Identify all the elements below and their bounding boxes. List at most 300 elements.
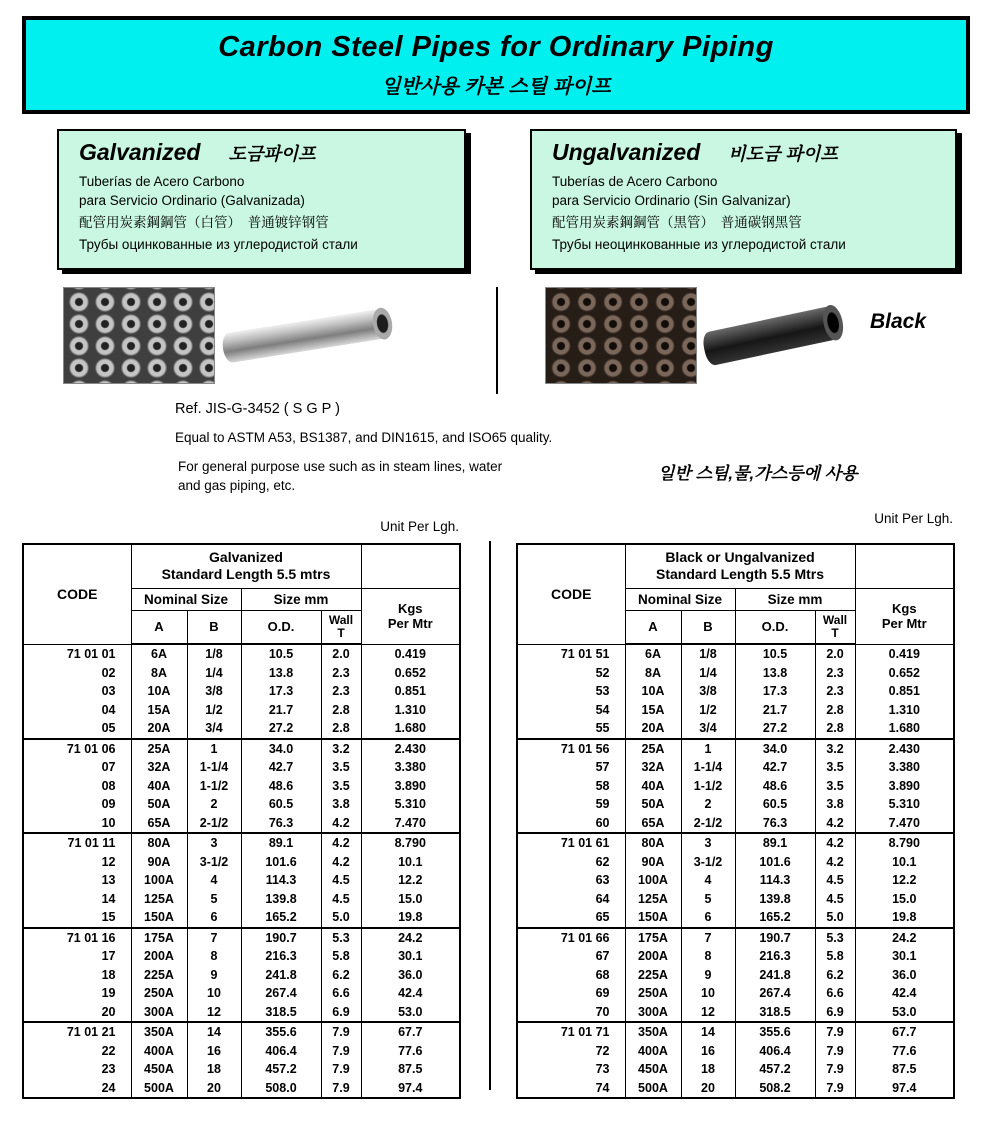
kgs-per-mtr-cell: 10.1 xyxy=(361,853,460,872)
outer-diameter-cell: 508.0 xyxy=(241,1079,321,1099)
kgs-per-mtr-cell: 1.310 xyxy=(361,701,460,720)
nominal-size-b-cell: 2-1/2 xyxy=(187,814,241,834)
wall-thickness-cell: 3.8 xyxy=(321,795,361,814)
nominal-size-b-cell: 2-1/2 xyxy=(681,814,735,834)
nominal-size-b-cell: 3-1/2 xyxy=(681,853,735,872)
outer-diameter-cell: 508.2 xyxy=(735,1079,815,1099)
col-wall-header xyxy=(321,610,361,644)
outer-diameter-cell: 21.7 xyxy=(241,701,321,720)
wall-thickness-cell: 6.2 xyxy=(815,966,855,985)
table-row xyxy=(517,701,954,720)
wall-thickness-cell: 2.8 xyxy=(321,719,361,739)
code-cell: 54 xyxy=(517,701,625,720)
nominal-size-b-cell: 1 xyxy=(187,739,241,759)
kgs-header-line1: Kgs xyxy=(892,601,917,616)
nominal-size-b-cell: 1-1/2 xyxy=(681,777,735,796)
outer-diameter-cell: 101.6 xyxy=(241,853,321,872)
nominal-size-a-cell: 250A xyxy=(625,984,681,1003)
nominal-size-b-cell: 14 xyxy=(681,1022,735,1042)
outer-diameter-cell: 139.8 xyxy=(241,890,321,909)
nominal-size-header: Nominal Size xyxy=(625,588,735,610)
table-row xyxy=(23,984,460,1003)
nominal-size-a-cell: 450A xyxy=(625,1060,681,1079)
outer-diameter-cell: 13.8 xyxy=(735,664,815,683)
photo-divider-line xyxy=(496,287,498,394)
wall-thickness-cell: 5.3 xyxy=(815,928,855,948)
code-cell: 55 xyxy=(517,719,625,739)
outer-diameter-cell: 42.7 xyxy=(241,758,321,777)
kgs-per-mtr-cell: 19.8 xyxy=(361,908,460,928)
title-banner xyxy=(22,16,970,114)
kgs-per-mtr-cell: 53.0 xyxy=(361,1003,460,1023)
size-mm-header: Size mm xyxy=(735,588,855,610)
outer-diameter-cell: 165.2 xyxy=(241,908,321,928)
kgs-per-mtr-cell: 2.430 xyxy=(855,739,954,759)
wall-thickness-cell: 3.2 xyxy=(815,739,855,759)
table-row xyxy=(23,644,460,664)
wall-thickness-cell: 2.0 xyxy=(321,644,361,664)
outer-diameter-cell: 60.5 xyxy=(735,795,815,814)
nominal-size-a-cell: 10A xyxy=(625,682,681,701)
wall-header-line2: T xyxy=(831,625,839,640)
kgs-per-mtr-cell: 36.0 xyxy=(361,966,460,985)
wall-thickness-cell: 2.3 xyxy=(815,664,855,683)
outer-diameter-cell: 10.5 xyxy=(735,644,815,664)
code-cell: 19 xyxy=(23,984,131,1003)
wall-thickness-cell: 2.3 xyxy=(321,682,361,701)
kgs-per-mtr-cell: 30.1 xyxy=(361,947,460,966)
kgs-per-mtr-cell: 2.430 xyxy=(361,739,460,759)
kgs-per-mtr-cell: 77.6 xyxy=(361,1042,460,1061)
outer-diameter-cell: 267.4 xyxy=(241,984,321,1003)
nominal-size-b-cell: 14 xyxy=(187,1022,241,1042)
nominal-size-b-cell: 1-1/4 xyxy=(187,758,241,777)
code-cell: 18 xyxy=(23,966,131,985)
wall-thickness-cell: 2.8 xyxy=(321,701,361,720)
outer-diameter-cell: 406.4 xyxy=(735,1042,815,1061)
nominal-size-a-cell: 500A xyxy=(625,1079,681,1099)
nominal-size-b-cell: 6 xyxy=(187,908,241,928)
nominal-size-a-cell: 350A xyxy=(625,1022,681,1042)
nominal-size-b-cell: 1/4 xyxy=(187,664,241,683)
kgs-per-mtr-cell: 53.0 xyxy=(855,1003,954,1023)
nominal-size-a-cell: 8A xyxy=(625,664,681,683)
outer-diameter-cell: 190.7 xyxy=(241,928,321,948)
code-cell: 63 xyxy=(517,871,625,890)
nominal-size-b-cell: 10 xyxy=(681,984,735,1003)
outer-diameter-cell: 267.4 xyxy=(735,984,815,1003)
kgs-per-mtr-cell: 8.790 xyxy=(361,833,460,853)
nominal-size-b-cell: 3 xyxy=(187,833,241,853)
nominal-size-b-cell: 4 xyxy=(187,871,241,890)
nominal-size-a-cell: 500A xyxy=(131,1079,187,1099)
nominal-size-a-cell: 8A xyxy=(131,664,187,683)
wall-thickness-cell: 7.9 xyxy=(321,1042,361,1061)
nominal-size-a-cell: 100A xyxy=(131,871,187,890)
outer-diameter-cell: 60.5 xyxy=(241,795,321,814)
table-row xyxy=(23,758,460,777)
code-cell: 71 01 66 xyxy=(517,928,625,948)
ungalvanized-desc-russian: Трубы неоцинкованные из углеродистой стали xyxy=(552,237,846,252)
outer-diameter-cell: 34.0 xyxy=(735,739,815,759)
nominal-size-a-cell: 65A xyxy=(625,814,681,834)
nominal-size-a-cell: 15A xyxy=(131,701,187,720)
outer-diameter-cell: 190.7 xyxy=(735,928,815,948)
wall-thickness-cell: 6.9 xyxy=(321,1003,361,1023)
kgs-per-mtr-cell: 8.790 xyxy=(855,833,954,853)
table-row xyxy=(23,814,460,834)
wall-thickness-cell: 3.2 xyxy=(321,739,361,759)
code-cell: 71 01 71 xyxy=(517,1022,625,1042)
nominal-size-b-cell: 3/8 xyxy=(681,682,735,701)
nominal-size-a-cell: 6A xyxy=(131,644,187,664)
wall-thickness-cell: 2.3 xyxy=(815,682,855,701)
outer-diameter-cell: 48.6 xyxy=(241,777,321,796)
outer-diameter-cell: 216.3 xyxy=(735,947,815,966)
outer-diameter-cell: 27.2 xyxy=(241,719,321,739)
black-pipe-shaft xyxy=(701,305,840,366)
equivalent-standards: Equal to ASTM A53, BS1387, and DIN1615, and ISO65 quality. xyxy=(175,430,553,445)
wall-thickness-cell: 6.6 xyxy=(815,984,855,1003)
kgs-per-mtr-cell: 24.2 xyxy=(361,928,460,948)
table-row xyxy=(517,853,954,872)
code-cell: 22 xyxy=(23,1042,131,1061)
galvanized-table-title-line2: Standard Length 5.5 mtrs xyxy=(161,566,331,583)
kgs-per-mtr-cell: 5.310 xyxy=(855,795,954,814)
kgs-per-mtr-cell: 67.7 xyxy=(855,1022,954,1042)
kgs-per-mtr-cell: 1.310 xyxy=(855,701,954,720)
table-row xyxy=(23,682,460,701)
table-row xyxy=(517,984,954,1003)
outer-diameter-cell: 13.8 xyxy=(241,664,321,683)
kgs-per-mtr-cell: 87.5 xyxy=(855,1060,954,1079)
wall-thickness-cell: 4.2 xyxy=(321,853,361,872)
nominal-size-a-cell: 200A xyxy=(625,947,681,966)
code-column-header: CODE xyxy=(517,544,625,644)
nominal-size-header: Nominal Size xyxy=(131,588,241,610)
code-cell: 71 01 21 xyxy=(23,1022,131,1042)
code-cell: 64 xyxy=(517,890,625,909)
kgs-per-mtr-cell: 0.652 xyxy=(855,664,954,683)
wall-thickness-cell: 2.8 xyxy=(815,701,855,720)
table-row xyxy=(517,664,954,683)
outer-diameter-cell: 76.3 xyxy=(735,814,815,834)
table-row xyxy=(23,664,460,683)
nominal-size-b-cell: 7 xyxy=(681,928,735,948)
table-row xyxy=(23,739,460,759)
table-row xyxy=(517,739,954,759)
outer-diameter-cell: 457.2 xyxy=(735,1060,815,1079)
nominal-size-a-cell: 25A xyxy=(131,739,187,759)
purpose-note-line2: and gas piping, etc. xyxy=(178,478,296,493)
kgs-per-mtr-cell: 3.380 xyxy=(855,758,954,777)
code-cell: 60 xyxy=(517,814,625,834)
wall-thickness-cell: 6.2 xyxy=(321,966,361,985)
outer-diameter-cell: 48.6 xyxy=(735,777,815,796)
nominal-size-a-cell: 125A xyxy=(625,890,681,909)
nominal-size-a-cell: 100A xyxy=(625,871,681,890)
col-od-header: O.D. xyxy=(735,610,815,644)
code-cell: 71 01 11 xyxy=(23,833,131,853)
outer-diameter-cell: 457.2 xyxy=(241,1060,321,1079)
black-table-body xyxy=(517,644,954,1098)
nominal-size-a-cell: 450A xyxy=(131,1060,187,1079)
code-column-header: CODE xyxy=(23,544,131,644)
wall-thickness-cell: 4.2 xyxy=(815,814,855,834)
nominal-size-b-cell: 1/2 xyxy=(187,701,241,720)
code-cell: 73 xyxy=(517,1060,625,1079)
kgs-per-mtr-cell: 0.851 xyxy=(361,682,460,701)
col-a-header: A xyxy=(131,610,187,644)
nominal-size-a-cell: 90A xyxy=(131,853,187,872)
code-cell: 71 01 51 xyxy=(517,644,625,664)
outer-diameter-cell: 89.1 xyxy=(241,833,321,853)
wall-thickness-cell: 5.0 xyxy=(815,908,855,928)
wall-header-line2: T xyxy=(337,625,345,640)
outer-diameter-cell: 42.7 xyxy=(735,758,815,777)
nominal-size-a-cell: 80A xyxy=(131,833,187,853)
purpose-note xyxy=(178,457,502,495)
kgs-per-mtr-cell: 1.680 xyxy=(855,719,954,739)
code-cell: 15 xyxy=(23,908,131,928)
wall-thickness-cell: 5.3 xyxy=(321,928,361,948)
wall-thickness-cell: 2.8 xyxy=(815,719,855,739)
outer-diameter-cell: 216.3 xyxy=(241,947,321,966)
table-row xyxy=(23,1003,460,1023)
wall-thickness-cell: 7.9 xyxy=(321,1079,361,1099)
nominal-size-a-cell: 25A xyxy=(625,739,681,759)
table-row xyxy=(23,890,460,909)
kgs-per-mtr-cell: 3.380 xyxy=(361,758,460,777)
wall-thickness-cell: 2.3 xyxy=(321,664,361,683)
col-wall-header xyxy=(815,610,855,644)
nominal-size-a-cell: 400A xyxy=(625,1042,681,1061)
code-cell: 59 xyxy=(517,795,625,814)
ungalvanized-desc-spanish-1: Tuberías de Acero Carbono xyxy=(552,174,718,189)
table-row xyxy=(23,795,460,814)
kgs-per-mtr-cell: 30.1 xyxy=(855,947,954,966)
code-cell: 72 xyxy=(517,1042,625,1061)
nominal-size-a-cell: 65A xyxy=(131,814,187,834)
nominal-size-a-cell: 90A xyxy=(625,853,681,872)
kgs-per-mtr-cell: 5.310 xyxy=(361,795,460,814)
nominal-size-a-cell: 175A xyxy=(131,928,187,948)
kgs-per-mtr-cell: 15.0 xyxy=(855,890,954,909)
table-row xyxy=(517,947,954,966)
nominal-size-b-cell: 1/4 xyxy=(681,664,735,683)
galvanized-desc-chinese: 配管用炭素鋼鋼管（白管） 普通镀锌钢管 xyxy=(79,215,329,230)
nominal-size-a-cell: 125A xyxy=(131,890,187,909)
nominal-size-b-cell: 3/4 xyxy=(187,719,241,739)
galvanized-table-title xyxy=(131,544,361,588)
table-row xyxy=(23,966,460,985)
kgs-per-mtr-cell: 7.470 xyxy=(361,814,460,834)
table-row xyxy=(517,719,954,739)
nominal-size-a-cell: 400A xyxy=(131,1042,187,1061)
col-b-header: B xyxy=(187,610,241,644)
table-divider-line xyxy=(489,541,491,1090)
outer-diameter-cell: 21.7 xyxy=(735,701,815,720)
code-cell: 02 xyxy=(23,664,131,683)
nominal-size-b-cell: 9 xyxy=(681,966,735,985)
nominal-size-a-cell: 150A xyxy=(625,908,681,928)
nominal-size-a-cell: 50A xyxy=(625,795,681,814)
nominal-size-a-cell: 20A xyxy=(625,719,681,739)
galvanized-desc-spanish-2: para Servicio Ordinario (Galvanizada) xyxy=(79,193,305,208)
nominal-size-b-cell: 6 xyxy=(681,908,735,928)
nominal-size-b-cell: 1 xyxy=(681,739,735,759)
wall-thickness-cell: 2.0 xyxy=(815,644,855,664)
table-row xyxy=(517,966,954,985)
nominal-size-a-cell: 40A xyxy=(131,777,187,796)
kgs-per-mtr-cell: 1.680 xyxy=(361,719,460,739)
wall-thickness-cell: 4.5 xyxy=(321,871,361,890)
nominal-size-b-cell: 5 xyxy=(187,890,241,909)
code-cell: 05 xyxy=(23,719,131,739)
usage-note-korean: 일반 스팀,물,가스등에 사용 xyxy=(658,464,858,483)
reference-standard: Ref. JIS-G-3452 ( S G P ) xyxy=(175,401,340,417)
table-row xyxy=(517,814,954,834)
nominal-size-b-cell: 1/8 xyxy=(187,644,241,664)
empty-header-cell xyxy=(855,544,954,588)
kgs-per-mtr-cell: 0.851 xyxy=(855,682,954,701)
outer-diameter-cell: 318.5 xyxy=(241,1003,321,1023)
table-row xyxy=(23,1042,460,1061)
table-row xyxy=(23,833,460,853)
ungalvanized-section-title-row xyxy=(552,139,947,166)
nominal-size-b-cell: 12 xyxy=(187,1003,241,1023)
nominal-size-a-cell: 10A xyxy=(131,682,187,701)
code-cell: 08 xyxy=(23,777,131,796)
outer-diameter-cell: 241.8 xyxy=(735,966,815,985)
outer-diameter-cell: 139.8 xyxy=(735,890,815,909)
code-cell: 20 xyxy=(23,1003,131,1023)
wall-thickness-cell: 4.5 xyxy=(815,890,855,909)
wall-thickness-cell: 7.9 xyxy=(815,1042,855,1061)
outer-diameter-cell: 114.3 xyxy=(735,871,815,890)
nominal-size-b-cell: 3-1/2 xyxy=(187,853,241,872)
code-cell: 62 xyxy=(517,853,625,872)
table-row xyxy=(23,947,460,966)
galvanized-section-box xyxy=(57,129,466,270)
nominal-size-a-cell: 350A xyxy=(131,1022,187,1042)
wall-thickness-cell: 4.2 xyxy=(815,833,855,853)
outer-diameter-cell: 406.4 xyxy=(241,1042,321,1061)
code-cell: 17 xyxy=(23,947,131,966)
kgs-per-mtr-cell: 19.8 xyxy=(855,908,954,928)
nominal-size-a-cell: 50A xyxy=(131,795,187,814)
galvanized-section-title: Galvanized xyxy=(79,139,201,165)
nominal-size-a-cell: 225A xyxy=(131,966,187,985)
table-row xyxy=(517,1003,954,1023)
nominal-size-b-cell: 8 xyxy=(187,947,241,966)
nominal-size-b-cell: 10 xyxy=(187,984,241,1003)
code-cell: 71 01 06 xyxy=(23,739,131,759)
ungalvanized-section-title: Ungalvanized xyxy=(552,139,701,165)
table-row xyxy=(517,1022,954,1042)
nominal-size-a-cell: 40A xyxy=(625,777,681,796)
outer-diameter-cell: 17.3 xyxy=(735,682,815,701)
kgs-header-line2: Per Mtr xyxy=(387,616,433,631)
wall-thickness-cell: 6.6 xyxy=(321,984,361,1003)
nominal-size-b-cell: 1/8 xyxy=(681,644,735,664)
wall-thickness-cell: 3.8 xyxy=(815,795,855,814)
kgs-per-mtr-cell: 0.419 xyxy=(855,644,954,664)
code-cell: 07 xyxy=(23,758,131,777)
outer-diameter-cell: 10.5 xyxy=(241,644,321,664)
nominal-size-a-cell: 300A xyxy=(131,1003,187,1023)
kgs-per-mtr-cell: 7.470 xyxy=(855,814,954,834)
kgs-per-mtr-cell: 0.419 xyxy=(361,644,460,664)
nominal-size-a-cell: 32A xyxy=(625,758,681,777)
unit-per-length-label-right: Unit Per Lgh. xyxy=(874,511,953,526)
code-cell: 53 xyxy=(517,682,625,701)
nominal-size-a-cell: 175A xyxy=(625,928,681,948)
table-row xyxy=(23,777,460,796)
wall-thickness-cell: 4.2 xyxy=(321,814,361,834)
wall-thickness-cell: 4.2 xyxy=(815,853,855,872)
wall-thickness-cell: 3.5 xyxy=(321,758,361,777)
ungalvanized-desc-chinese: 配管用炭素鋼鋼管（黒管） 普通碳钢黑管 xyxy=(552,215,802,230)
galvanized-desc-russian: Трубы оцинкованные из углеродистой стали xyxy=(79,237,358,252)
code-cell: 71 01 61 xyxy=(517,833,625,853)
outer-diameter-cell: 241.8 xyxy=(241,966,321,985)
table-row xyxy=(517,833,954,853)
galvanized-pipe-photo xyxy=(222,295,392,380)
kgs-per-mtr-cell: 10.1 xyxy=(855,853,954,872)
table-row xyxy=(23,853,460,872)
galvanized-spec-table xyxy=(22,543,461,1099)
black-table-title-line2: Standard Length 5.5 Mtrs xyxy=(656,566,825,583)
galvanized-section-title-row xyxy=(79,139,456,166)
wall-header-line1: Wall xyxy=(822,612,848,627)
galvanized-pipe-shaft xyxy=(221,308,389,363)
nominal-size-b-cell: 3 xyxy=(681,833,735,853)
code-cell: 10 xyxy=(23,814,131,834)
kgs-per-mtr-cell: 42.4 xyxy=(361,984,460,1003)
ungalvanized-desc-spanish-2: para Servicio Ordinario (Sin Galvanizar) xyxy=(552,193,791,208)
code-cell: 71 01 56 xyxy=(517,739,625,759)
outer-diameter-cell: 355.6 xyxy=(241,1022,321,1042)
page-title: Carbon Steel Pipes for Ordinary Piping xyxy=(218,31,774,63)
code-cell: 68 xyxy=(517,966,625,985)
wall-thickness-cell: 4.2 xyxy=(321,833,361,853)
table-row xyxy=(23,1079,460,1099)
nominal-size-b-cell: 1-1/4 xyxy=(681,758,735,777)
black-pipe-bundle-photo xyxy=(545,287,697,384)
galvanized-section-title-korean: 도금파이프 xyxy=(228,144,316,164)
nominal-size-b-cell: 20 xyxy=(187,1079,241,1099)
nominal-size-b-cell: 3/4 xyxy=(681,719,735,739)
nominal-size-b-cell: 18 xyxy=(681,1060,735,1079)
kgs-header-line1: Kgs xyxy=(397,601,423,616)
code-cell: 69 xyxy=(517,984,625,1003)
code-cell: 04 xyxy=(23,701,131,720)
code-cell: 14 xyxy=(23,890,131,909)
purpose-note-line1: For general purpose use such as in steam lines, water xyxy=(178,459,503,474)
code-cell: 65 xyxy=(517,908,625,928)
kgs-per-mtr-cell: 15.0 xyxy=(361,890,460,909)
code-cell: 13 xyxy=(23,871,131,890)
outer-diameter-cell: 165.2 xyxy=(735,908,815,928)
wall-thickness-cell: 5.0 xyxy=(321,908,361,928)
wall-thickness-cell: 7.9 xyxy=(321,1060,361,1079)
code-cell: 67 xyxy=(517,947,625,966)
wall-thickness-cell: 6.9 xyxy=(815,1003,855,1023)
nominal-size-b-cell: 1/2 xyxy=(681,701,735,720)
wall-thickness-cell: 4.5 xyxy=(815,871,855,890)
nominal-size-b-cell: 12 xyxy=(681,1003,735,1023)
